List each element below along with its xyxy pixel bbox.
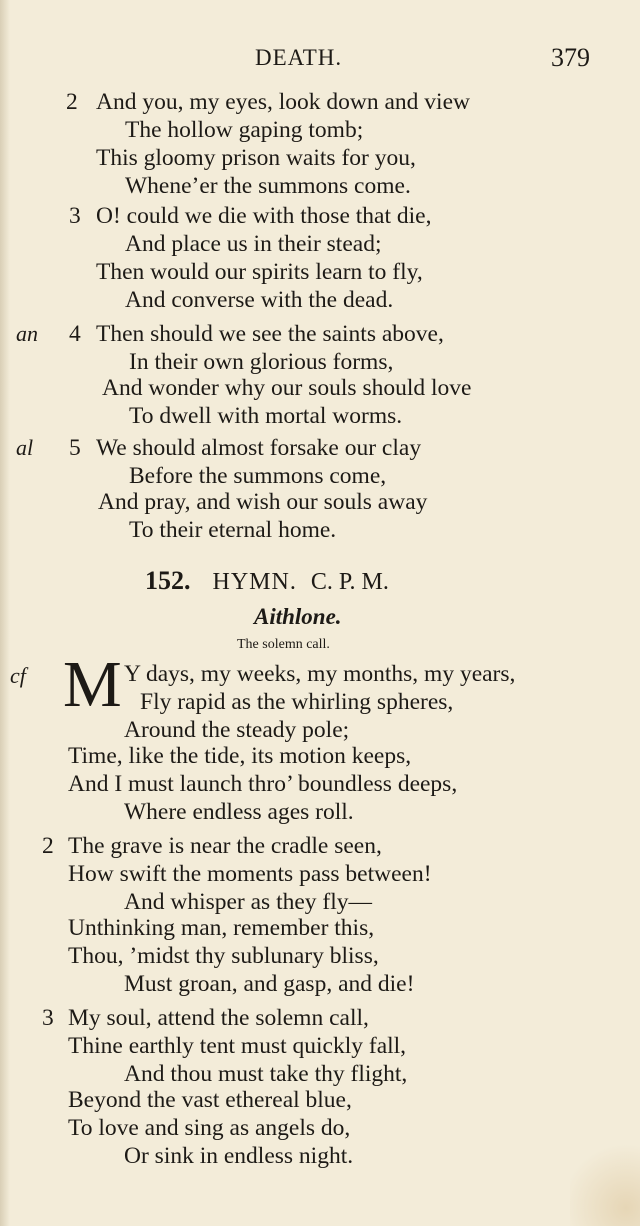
- stanza-number: 2: [66, 89, 78, 115]
- hymn-label: HYMN.: [212, 569, 297, 595]
- dynamics-mark: cf: [10, 663, 26, 688]
- verse-line: Time, like the tide, its motion keeps,: [68, 743, 412, 769]
- dynamics-mark: al: [16, 435, 34, 460]
- stanza-number: 2: [42, 833, 54, 859]
- verse-line: Before the summons come,: [129, 463, 387, 489]
- stanza-number: 3: [69, 203, 81, 229]
- verse-line: Fly rapid as the whirling spheres,: [140, 689, 454, 715]
- verse-line: And whisper as they fly—: [124, 889, 373, 915]
- verse-line: To dwell with mortal worms.: [129, 403, 403, 429]
- verse-line: And pray, and wish our souls away: [98, 489, 428, 515]
- verse-line: Y days, my weeks, my months, my years,: [124, 661, 516, 687]
- verse-line: And place us in their stead;: [125, 231, 382, 257]
- hymn-subtitle: The solemn call.: [237, 637, 330, 652]
- stanza-number: 3: [42, 1005, 54, 1031]
- stanza-number: 5: [69, 435, 81, 461]
- verse-line: My soul, attend the solemn call,: [68, 1005, 369, 1031]
- hymn-meter: C. P. M.: [310, 569, 389, 595]
- verse-line: To their eternal home.: [129, 517, 337, 543]
- verse-line: The grave is near the cradle seen,: [68, 833, 382, 859]
- verse-line: Around the steady pole;: [124, 717, 350, 743]
- page-number: 379: [551, 43, 590, 72]
- verse-line: To love and sing as angels do,: [68, 1115, 351, 1141]
- verse-line: Unthinking man, remember this,: [68, 915, 375, 941]
- verse-line: And thou must take thy flight,: [124, 1061, 408, 1087]
- verse-line: How swift the moments pass between!: [68, 861, 432, 887]
- verse-line: Thine earthly tent must quickly fall,: [68, 1033, 407, 1059]
- verse-line: The hollow gaping tomb;: [125, 117, 364, 143]
- verse-line: This gloomy prison waits for you,: [96, 145, 416, 171]
- running-header: DEATH.: [255, 45, 343, 70]
- paper-stain: [570, 1136, 640, 1226]
- verse-line: Then should we see the saints above,: [96, 321, 444, 347]
- verse-line: Where endless ages roll.: [124, 799, 354, 825]
- verse-line: And you, my eyes, look down and view: [96, 89, 470, 115]
- verse-line: In their own glorious forms,: [129, 349, 394, 375]
- verse-line: Must groan, and gasp, and die!: [124, 971, 415, 997]
- hymn-heading: [145, 566, 389, 596]
- verse-line: Or sink in endless night.: [124, 1143, 354, 1169]
- verse-line: And wonder why our souls should love: [102, 375, 472, 401]
- verse-line: Then would our spirits learn to fly,: [96, 259, 423, 285]
- verse-line: And I must launch thro’ boundless deeps,: [68, 771, 458, 797]
- verse-line: And converse with the dead.: [125, 287, 394, 313]
- dynamics-mark: an: [16, 321, 38, 346]
- stanza-number: 4: [69, 321, 81, 347]
- verse-line: Thou, ’midst thy sublunary bliss,: [68, 943, 379, 969]
- page-binding-edge: [0, 0, 10, 1226]
- hymn-number: 152.: [145, 566, 191, 595]
- verse-line: We should almost forsake our clay: [96, 435, 422, 461]
- verse-line: Beyond the vast ethereal blue,: [68, 1087, 352, 1113]
- verse-line: Whene’er the summons come.: [125, 173, 411, 199]
- tune-name: Aithlone.: [254, 604, 342, 629]
- drop-cap: M: [63, 648, 122, 721]
- verse-line: O! could we die with those that die,: [96, 203, 432, 229]
